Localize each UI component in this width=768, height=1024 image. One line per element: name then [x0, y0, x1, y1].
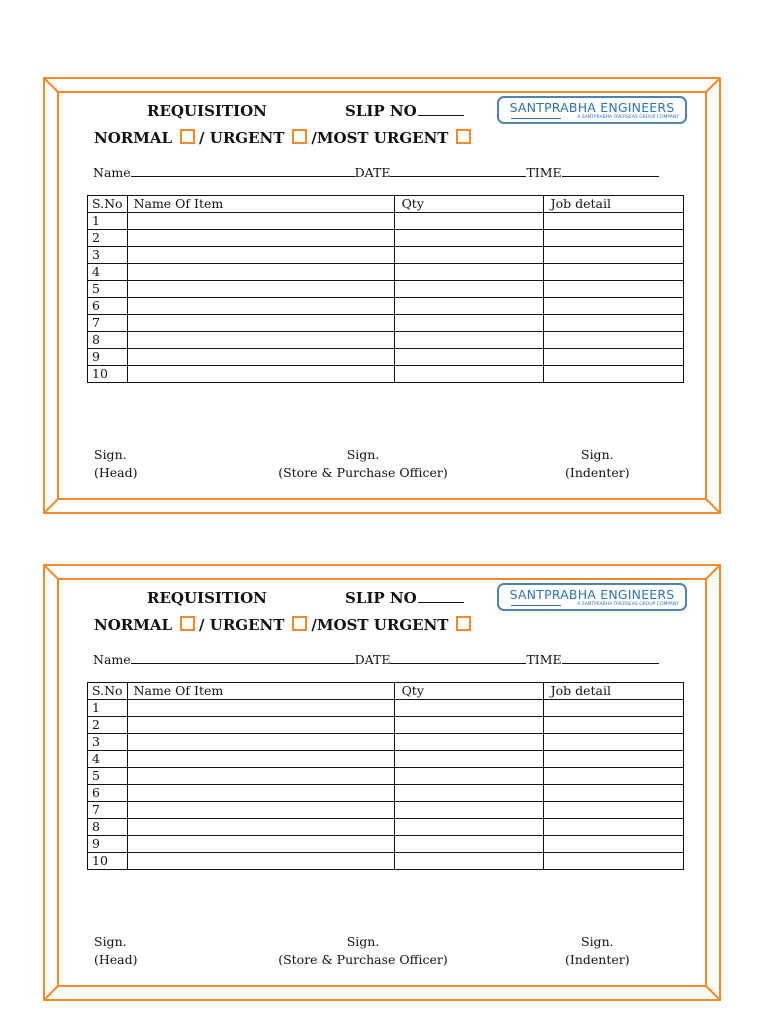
table-row [88, 785, 684, 802]
sign-store-role: (Store & Purchase Officer) [278, 465, 448, 480]
row-job-detail-cell[interactable] [543, 247, 683, 264]
row-item-name-cell[interactable] [127, 785, 394, 802]
row-job-detail-cell[interactable] [543, 802, 683, 819]
row-job-detail-cell[interactable] [543, 717, 683, 734]
row-qty-cell[interactable] [394, 802, 543, 819]
sign-head-label: Sign. [94, 934, 127, 949]
date-field[interactable] [390, 651, 526, 664]
row-sno: 5 [88, 768, 128, 785]
company-logo [497, 96, 687, 124]
sign-store-officer [277, 933, 449, 969]
sign-indenter-role: (Indenter) [565, 465, 630, 480]
table-header-row [88, 196, 684, 213]
row-qty-cell[interactable] [394, 315, 543, 332]
table-row [88, 315, 684, 332]
date-label: DATE [354, 165, 391, 180]
header-qty: Qty [394, 683, 543, 700]
row-sno: 2 [88, 230, 128, 247]
most-urgent-checkbox[interactable] [456, 129, 471, 144]
time-field[interactable] [562, 164, 659, 177]
table-body [88, 700, 684, 870]
row-job-detail-cell[interactable] [543, 281, 683, 298]
table-row [88, 836, 684, 853]
logo-tagline: A SANTPRABHA OVERSEAS GROUP COMPANY [577, 602, 679, 607]
table-row [88, 700, 684, 717]
row-item-name-cell[interactable] [127, 247, 394, 264]
table-row [88, 751, 684, 768]
priority-urgent-label: / URGENT [199, 616, 285, 634]
slip-no-field[interactable] [345, 102, 464, 120]
row-item-name-cell[interactable] [127, 734, 394, 751]
row-qty-cell[interactable] [394, 836, 543, 853]
priority-most-urgent-label: /MOST URGENT [311, 616, 449, 634]
row-item-name-cell[interactable] [127, 700, 394, 717]
row-qty-cell[interactable] [394, 264, 543, 281]
row-sno: 6 [88, 785, 128, 802]
row-job-detail-cell[interactable] [543, 768, 683, 785]
row-job-detail-cell[interactable] [543, 819, 683, 836]
name-field[interactable] [131, 651, 355, 664]
table-header-row [88, 683, 684, 700]
table-row [88, 349, 684, 366]
normal-checkbox[interactable] [180, 129, 195, 144]
form-title: REQUISITION [147, 102, 267, 120]
row-sno: 10 [88, 853, 128, 870]
row-sno: 1 [88, 213, 128, 230]
table-row [88, 230, 684, 247]
normal-checkbox[interactable] [180, 616, 195, 631]
header-qty: Qty [394, 196, 543, 213]
sign-head [94, 933, 138, 969]
row-item-name-cell[interactable] [127, 230, 394, 247]
slip-no-field[interactable] [345, 589, 464, 607]
form-title: REQUISITION [147, 589, 267, 607]
name-label: Name [93, 652, 131, 667]
urgent-checkbox[interactable] [292, 129, 307, 144]
priority-most-urgent-label: /MOST URGENT [311, 129, 449, 147]
name-field[interactable] [131, 164, 355, 177]
row-job-detail-cell[interactable] [543, 298, 683, 315]
table-row [88, 802, 684, 819]
row-job-detail-cell[interactable] [543, 213, 683, 230]
row-sno: 8 [88, 819, 128, 836]
table-row [88, 264, 684, 281]
table-row [88, 717, 684, 734]
sign-head-role: (Head) [94, 952, 138, 967]
logo-name: SANTPRABHA ENGINEERS [509, 100, 675, 115]
row-sno: 6 [88, 298, 128, 315]
priority-normal-label: NORMAL [94, 616, 173, 634]
table-row [88, 247, 684, 264]
row-qty-cell[interactable] [394, 281, 543, 298]
table-row [88, 332, 684, 349]
row-sno: 8 [88, 332, 128, 349]
sign-indenter [565, 933, 630, 969]
row-sno: 10 [88, 366, 128, 383]
row-qty-cell[interactable] [394, 751, 543, 768]
name-label: Name [93, 165, 131, 180]
row-job-detail-cell[interactable] [543, 349, 683, 366]
table-row [88, 853, 684, 870]
time-label: TIME [526, 165, 562, 180]
row-sno: 9 [88, 836, 128, 853]
urgent-checkbox[interactable] [292, 616, 307, 631]
slip-no-label: SLIP NO [345, 589, 417, 607]
slip-no-line [418, 103, 464, 116]
header-item-name: Name Of Item [127, 196, 394, 213]
logo-rule [511, 118, 561, 119]
row-job-detail-cell[interactable] [543, 366, 683, 383]
row-qty-cell[interactable] [394, 213, 543, 230]
row-item-name-cell[interactable] [127, 819, 394, 836]
row-job-detail-cell[interactable] [543, 315, 683, 332]
row-qty-cell[interactable] [394, 768, 543, 785]
row-sno: 2 [88, 717, 128, 734]
row-item-name-cell[interactable] [127, 349, 394, 366]
table-row [88, 213, 684, 230]
sign-indenter [565, 446, 630, 482]
most-urgent-checkbox[interactable] [456, 616, 471, 631]
row-sno: 7 [88, 802, 128, 819]
row-item-name-cell[interactable] [127, 853, 394, 870]
priority-row [94, 129, 475, 147]
row-sno: 9 [88, 349, 128, 366]
row-sno: 4 [88, 751, 128, 768]
row-item-name-cell[interactable] [127, 332, 394, 349]
row-item-name-cell[interactable] [127, 298, 394, 315]
sign-head-label: Sign. [94, 447, 127, 462]
table-body [88, 213, 684, 383]
row-qty-cell[interactable] [394, 819, 543, 836]
row-qty-cell[interactable] [394, 349, 543, 366]
row-item-name-cell[interactable] [127, 802, 394, 819]
time-field[interactable] [562, 651, 659, 664]
row-sno: 1 [88, 700, 128, 717]
logo-name: SANTPRABHA ENGINEERS [509, 587, 675, 602]
row-item-name-cell[interactable] [127, 264, 394, 281]
info-row [93, 651, 659, 667]
sign-store-officer [277, 446, 449, 482]
date-label: DATE [354, 652, 391, 667]
row-item-name-cell[interactable] [127, 836, 394, 853]
row-item-name-cell[interactable] [127, 768, 394, 785]
row-sno: 3 [88, 247, 128, 264]
row-item-name-cell[interactable] [127, 366, 394, 383]
row-item-name-cell[interactable] [127, 751, 394, 768]
row-qty-cell[interactable] [394, 332, 543, 349]
row-item-name-cell[interactable] [127, 281, 394, 298]
row-job-detail-cell[interactable] [543, 785, 683, 802]
sign-head [94, 446, 138, 482]
row-item-name-cell[interactable] [127, 213, 394, 230]
sign-store-role: (Store & Purchase Officer) [278, 952, 448, 967]
table-row [88, 734, 684, 751]
row-qty-cell[interactable] [394, 734, 543, 751]
items-table [87, 195, 684, 383]
sign-indenter-label: Sign. [581, 934, 614, 949]
row-job-detail-cell[interactable] [543, 332, 683, 349]
row-sno: 7 [88, 315, 128, 332]
row-qty-cell[interactable] [394, 853, 543, 870]
header-sno: S.No [88, 683, 128, 700]
slip-no-line [418, 590, 464, 603]
sign-indenter-role: (Indenter) [565, 952, 630, 967]
row-job-detail-cell[interactable] [543, 853, 683, 870]
row-job-detail-cell[interactable] [543, 230, 683, 247]
requisition-slip-2 [43, 564, 721, 1001]
row-qty-cell[interactable] [394, 717, 543, 734]
row-qty-cell[interactable] [394, 700, 543, 717]
company-logo [497, 583, 687, 611]
sign-indenter-label: Sign. [581, 447, 614, 462]
header-job-detail: Job detail [543, 683, 683, 700]
sign-store-label: Sign. [346, 447, 380, 462]
priority-row [94, 616, 475, 634]
table-row [88, 281, 684, 298]
requisition-slip-1 [43, 77, 721, 514]
row-qty-cell[interactable] [394, 230, 543, 247]
slip-no-label: SLIP NO [345, 102, 417, 120]
row-job-detail-cell[interactable] [543, 751, 683, 768]
row-item-name-cell[interactable] [127, 315, 394, 332]
table-row [88, 366, 684, 383]
row-qty-cell[interactable] [394, 785, 543, 802]
row-item-name-cell[interactable] [127, 717, 394, 734]
row-sno: 4 [88, 264, 128, 281]
row-job-detail-cell[interactable] [543, 836, 683, 853]
time-label: TIME [526, 652, 562, 667]
row-job-detail-cell[interactable] [543, 734, 683, 751]
items-table [87, 682, 684, 870]
logo-rule [511, 605, 561, 606]
row-sno: 3 [88, 734, 128, 751]
logo-tagline: A SANTPRABHA OVERSEAS GROUP COMPANY [577, 115, 679, 120]
row-sno: 5 [88, 281, 128, 298]
row-qty-cell[interactable] [394, 247, 543, 264]
row-job-detail-cell[interactable] [543, 700, 683, 717]
priority-normal-label: NORMAL [94, 129, 173, 147]
priority-urgent-label: / URGENT [199, 129, 285, 147]
sign-head-role: (Head) [94, 465, 138, 480]
table-row [88, 298, 684, 315]
table-row [88, 819, 684, 836]
header-sno: S.No [88, 196, 128, 213]
info-row [93, 164, 659, 180]
row-qty-cell[interactable] [394, 366, 543, 383]
table-row [88, 768, 684, 785]
sign-store-label: Sign. [346, 934, 380, 949]
row-job-detail-cell[interactable] [543, 264, 683, 281]
row-qty-cell[interactable] [394, 298, 543, 315]
header-job-detail: Job detail [543, 196, 683, 213]
date-field[interactable] [390, 164, 526, 177]
header-item-name: Name Of Item [127, 683, 394, 700]
